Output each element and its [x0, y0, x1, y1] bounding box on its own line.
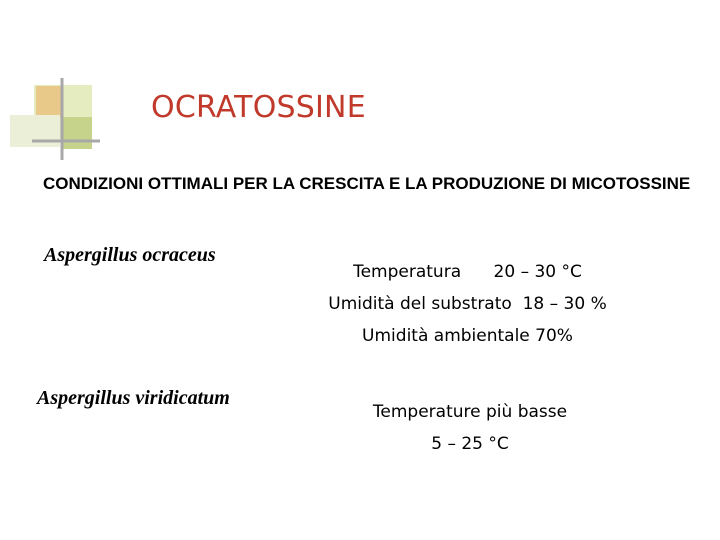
- conditions-viridicatum: [330, 396, 610, 460]
- condition-line: 5 – 25 °C: [431, 434, 509, 454]
- condition-line: Temperatura 20 – 30 °C: [353, 262, 582, 282]
- condition-line: Temperature più basse: [372, 402, 568, 422]
- conditions-ocraceus: [300, 256, 635, 352]
- slide-subtitle: CONDIZIONI OTTIMALI PER LA CRESCITA E LA PRODUZIONE DI MICOTOSSINE: [43, 174, 691, 193]
- condition-line: Umidità ambientale 70%: [362, 326, 573, 346]
- condition-line: Umidità del substrato 18 – 30 %: [328, 294, 607, 314]
- decorative-corner-graphic: [0, 0, 110, 170]
- species-name-viridicatum: Aspergillus viridicatum: [37, 387, 230, 409]
- slide-title: OCRATOSSINE: [151, 90, 366, 125]
- species-name-ocraceus: Aspergillus ocraceus: [44, 244, 216, 266]
